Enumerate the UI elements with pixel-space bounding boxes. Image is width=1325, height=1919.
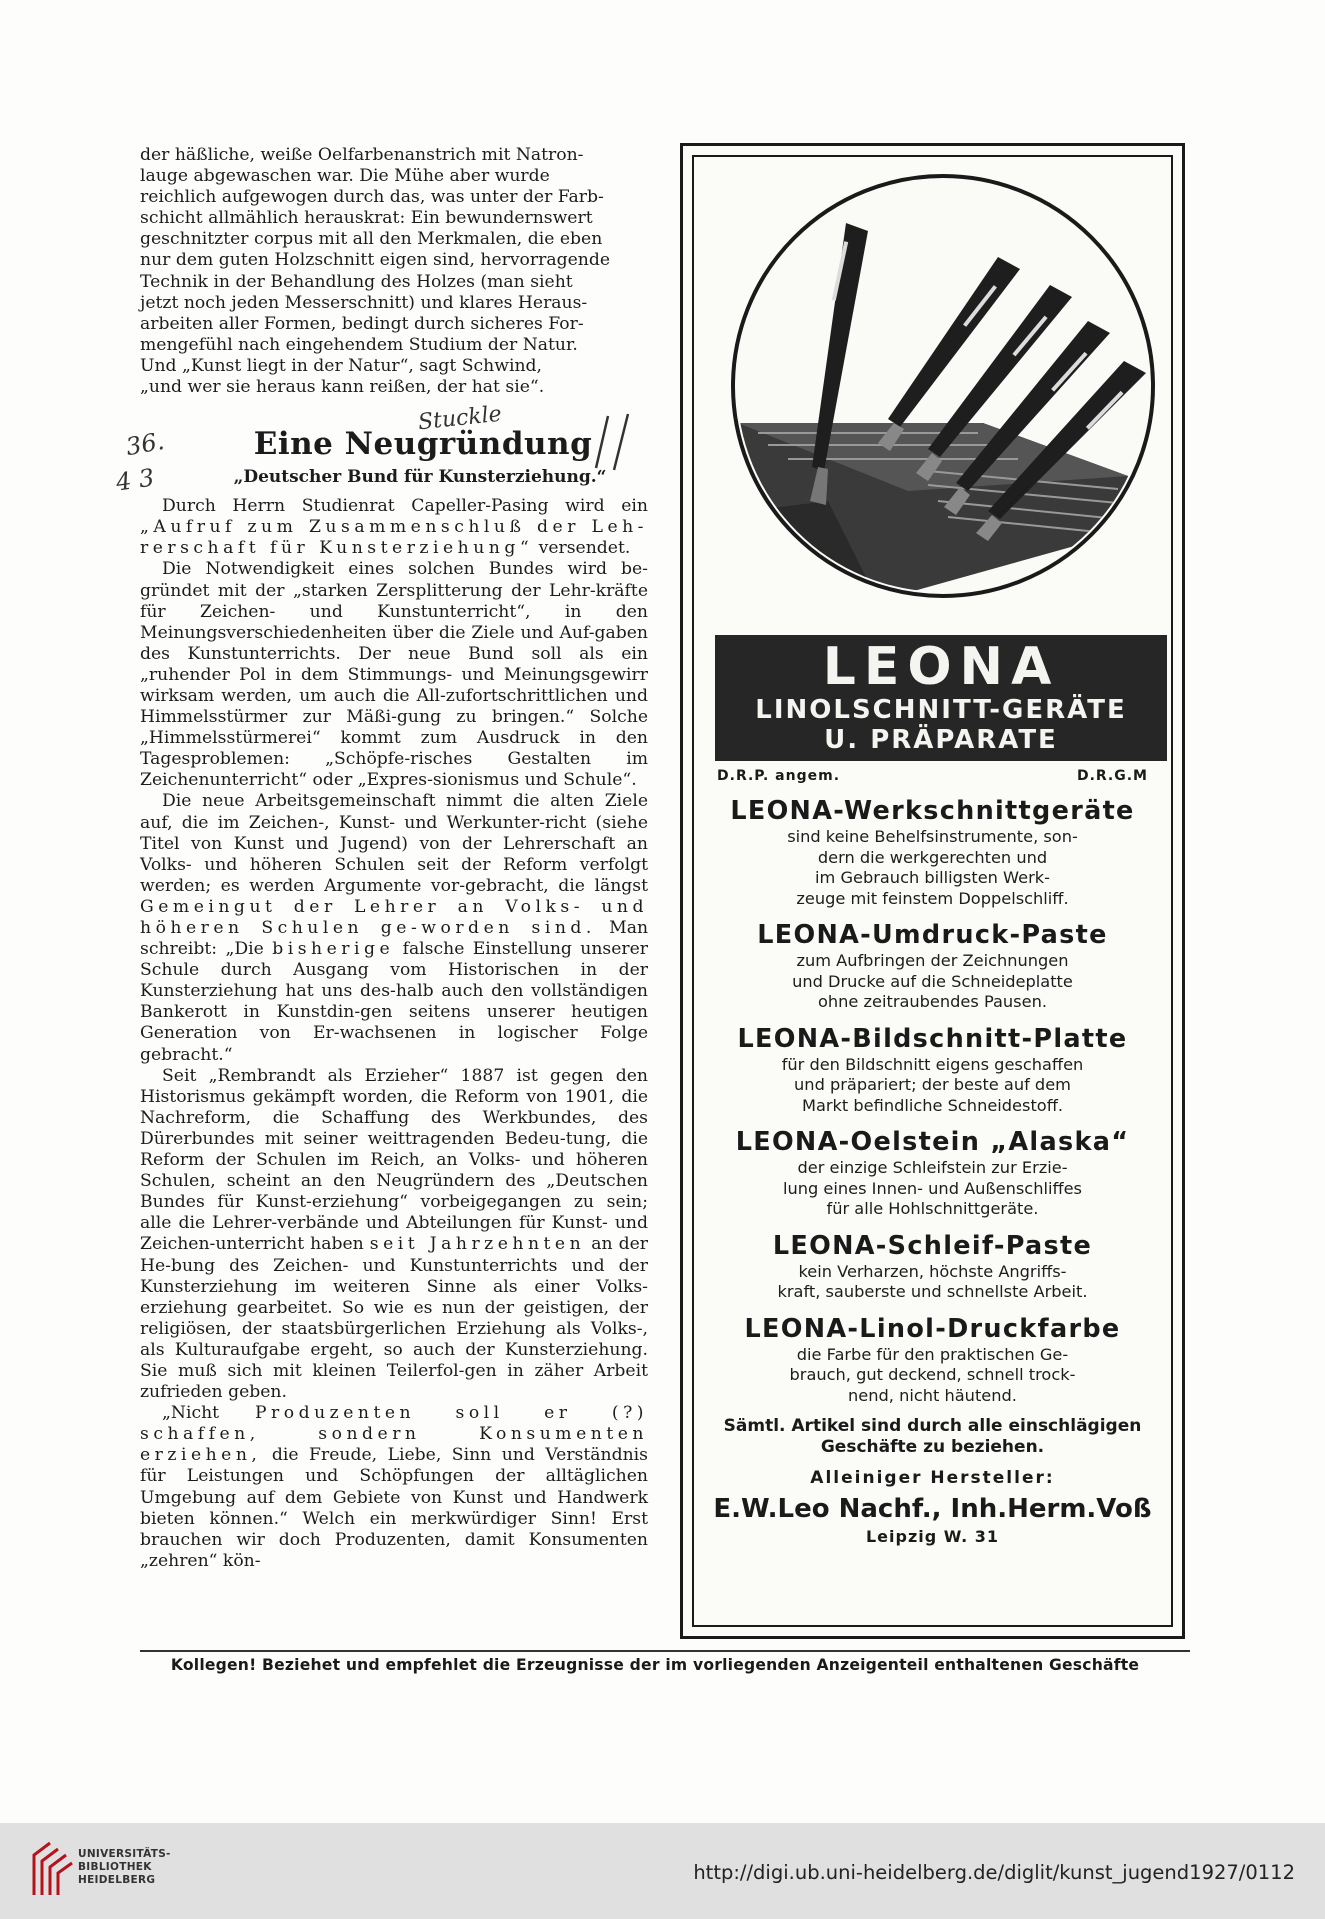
text-line: „und wer sie heraus kann reißen, der hat sie“. — [140, 377, 545, 398]
description-line: ohne zeitraubendes Pausen. — [818, 992, 1047, 1011]
library-bar — [0, 1823, 1325, 1919]
text-line: nur dem guten Holzschnitt eigen sind, hervorragende — [140, 250, 610, 271]
description-line: nend, nicht häutend. — [848, 1385, 1017, 1405]
article-heading: Eine Neugründung — [253, 426, 593, 463]
ad-banner-line: LINOLSCHNITT-GERÄTE — [755, 695, 1127, 725]
ad-inner-frame — [692, 155, 1173, 1627]
availability-line: Geschäfte zu beziehen. — [820, 1437, 1045, 1457]
description-line: kein Verharzen, höchste Angriffs- — [798, 1261, 1067, 1281]
handwritten-note: 4 3 — [114, 463, 156, 497]
text-line: mengefühl nach eingehendem Studium der Natur. — [140, 334, 578, 355]
description-line: für den Bildschnitt eigens geschaffen — [781, 1054, 1084, 1074]
product-item — [704, 1313, 1161, 1407]
paragraph-text: an der He-bung des Zeichen- und Kunstunterrichts und der Kunsterziehung im weiteren Sinne als einer Volks-erziehung gearbeitet. So wie es nun der geistigen, der religiösen, der staatsbürgerlichen Erziehung als Volks-, als Kulturaufgabe ergeht, so auch der Kunsterziehung. Sie muß sich mit kleinen Teilerfol-gen in zäher Arbeit zufrieden geben. — [140, 1234, 648, 1403]
design-mark: D.R.G.M — [1076, 768, 1148, 784]
spaced-emphasis: Produzenten soll er (?) schaffen, sondern Konsumenten erziehen, — [140, 1403, 648, 1466]
description-line: sind keine Behelfsinstrumente, son- — [787, 827, 1078, 846]
text-line: reichlich aufgewogen durch das, was unter der Farb- — [140, 187, 604, 208]
availability-note — [704, 1416, 1161, 1458]
product-item — [704, 1230, 1161, 1303]
description-line: brauch, gut deckend, schnell trock- — [789, 1365, 1076, 1384]
ad-banner-line: U. PRÄPARATE — [824, 725, 1058, 755]
text-line: schicht allmählich herauskrat: Ein bewundernswert — [140, 208, 593, 229]
text-line: lauge abgewaschen war. Die Mühe aber wurde — [140, 166, 550, 187]
article-subheading: „Deutscher Bund für Kunsterziehung.“ — [233, 467, 607, 488]
text-line: Technik in der Behandlung des Holzes (man sieht — [140, 271, 573, 292]
ad-banner — [715, 635, 1167, 761]
permalink-url[interactable]: http://digi.ub.uni-heidelberg.de/diglit/kunst_jugend1927/0112 — [693, 1861, 1295, 1884]
maker-name: E.W.Leo Nachf., Inh.Herm.Voß — [713, 1494, 1152, 1524]
spaced-emphasis: seit Jahrzehnten — [369, 1234, 586, 1255]
description-line: für alle Hohlschnittgeräte. — [826, 1199, 1039, 1218]
library-name-line: BIBLIOTHEK — [78, 1861, 152, 1873]
product-item — [704, 1126, 1161, 1220]
article-paragraph — [140, 1403, 648, 1572]
footer-divider — [140, 1650, 1190, 1652]
product-description — [704, 827, 1161, 909]
paragraph-text: „Nicht — [162, 1403, 220, 1424]
description-line: zeuge mit feinstem Doppelschliff. — [796, 888, 1069, 908]
handwritten-note: Stuckle — [416, 401, 503, 436]
paragraph-text: Seit „Rembrandt als Erzieher“ 1887 ist gegen den Historismus gekämpft worden, die Reform von 1901, die Nachreform, die Schaffung des Werkbundes, des Dürerbundes mit seiner weittragenden Bedeu-tung, die Reform der Schulen im Reich, an Volks- und höheren Schulen, scheint an den Neugründern des „Deutschen Bundes für Kunst-erziehung“ vorbeigegangen zu sein; alle die Lehrer-verbände und Abteilungen für Kunst- und Zeichen-unterricht haben — [140, 1065, 648, 1255]
text-line: geschnitzter corpus mit all den Merkmalen, die eben — [140, 229, 603, 250]
text-line: der häßliche, weiße Oelfarbenanstrich mit Natron- — [140, 145, 584, 165]
paragraph-text: falsche Einstellung unserer Schule durch Ausgang vom Historischen in der Kunsterziehung hat uns des-halb auch den vollständigen Bankerott in Kunstdin-gen seitens unserer heutigen Generation von Er-wachsenen in logischer Folge gebracht.“ — [140, 939, 649, 1065]
article-paragraph — [140, 1066, 648, 1404]
description-line: lung eines Innen- und Außenschliffes — [782, 1178, 1082, 1198]
description-line: kraft, sauberste und schnellste Arbeit. — [777, 1282, 1088, 1301]
library-name-line: HEIDELBERG — [78, 1874, 156, 1886]
product-item — [704, 919, 1161, 1013]
description-line: die Farbe für den praktischen Ge- — [796, 1344, 1069, 1364]
article-paragraph — [140, 496, 648, 559]
library-name-line: UNIVERSITÄTS- — [78, 1848, 171, 1860]
description-line: zum Aufbringen der Zeichnungen — [796, 951, 1069, 970]
description-line: und Drucke auf die Schneideplatte — [792, 971, 1073, 991]
spaced-emphasis: bisherige — [272, 939, 395, 960]
product-name: LEONA-Werkschnittgeräte — [730, 796, 1135, 826]
article-paragraph — [140, 791, 648, 1065]
text-line: jetzt noch jeden Messerschnitt) und klares Heraus- — [140, 292, 588, 313]
product-description — [704, 1345, 1161, 1407]
spaced-emphasis: Gemeingut der Lehrer an Volks- und höheren Schulen ge-worden sind. — [140, 896, 648, 938]
spaced-emphasis: „Aufruf zum Zusammenschluß der Leh-rerschaft für Kunsterziehung“ — [140, 517, 648, 559]
product-name: LEONA-Linol-Druckfarbe — [744, 1313, 1121, 1344]
product-description — [704, 1055, 1161, 1117]
product-description — [704, 1262, 1161, 1303]
description-line: Markt befindliche Schneidestoff. — [802, 1095, 1063, 1115]
product-item — [704, 795, 1161, 909]
patent-mark: D.R.P. angem. — [717, 768, 841, 784]
handwritten-note: 36. — [123, 426, 167, 462]
university-library-logo-icon[interactable] — [30, 1833, 76, 1903]
paragraph-text: Man schreibt: „Die — [140, 918, 649, 960]
availability-line: Sämtl. Artikel sind durch alle einschlägigen — [723, 1416, 1142, 1436]
product-list — [704, 795, 1161, 1548]
paragraph-text: versendet. — [538, 538, 631, 559]
text-line: arbeiten aller Formen, bedingt durch sicheres For- — [140, 313, 584, 334]
product-name: LEONA-Bildschnitt-Platte — [737, 1023, 1128, 1054]
footer-note: Kollegen! Beziehet und empfehlet die Erzeugnisse der im vorliegenden Anzeigenteil enthaltenen Geschäfte — [170, 1656, 1140, 1674]
product-name: LEONA-Umdruck-Paste — [757, 920, 1108, 950]
product-description — [704, 951, 1161, 1013]
maker-city: Leipzig W. 31 — [865, 1527, 1000, 1546]
leona-advertisement — [680, 143, 1185, 1639]
article-paragraph: Die Notwendigkeit eines solchen Bundes wird be-gründet mit der „starken Zersplitterung der Lehr-kräfte für Zeichen- und Kunstunterricht“, in den Meinungsverschiedenheiten über die Ziele und Auf-gaben des Kunstunterrichts. Der neue Bund soll als ein „ruhender Pol in dem Stimmungs- und Meinungsgewirr wirksam werden, um auch die All-zufortschrittlichen und Himmelsstürmer zur Mäßi-gung zu bringen.“ Solche „Himmelsstürmerei“ kommt zum Ausdruck in den Tagesproblemen: „Schöpfe-risches Gestalten im Zeichenunterricht“ oder „Expres-sionismus und Schule“. — [140, 559, 648, 791]
library-name[interactable] — [78, 1848, 171, 1887]
product-name: LEONA-Oelstein „Alaska“ — [735, 1127, 1130, 1157]
product-description — [704, 1158, 1161, 1220]
description-line: der einzige Schleifstein zur Erzie- — [797, 1158, 1068, 1177]
paragraph-text: Durch Herrn Studienrat Capeller-Pasing wird ein — [162, 496, 648, 517]
product-item — [704, 1023, 1161, 1117]
description-line: dern die werkgerechten und — [817, 847, 1048, 867]
maker-label: Alleiniger Hersteller: — [810, 1468, 1055, 1488]
description-line: und präpariert; der beste auf dem — [794, 1075, 1071, 1094]
article-continuation — [140, 145, 648, 398]
product-name: LEONA-Schleif-Paste — [772, 1230, 1093, 1261]
paragraph-text: die Freude, Liebe, Sinn und Verständnis für Leistungen und Schöpfungen der alltäglichen Umgebung auf dem Gebiete von Kunst und Handwerk bieten können.“ Welch ein merkwürdiger Sinn! Erst brauchen wir doch Produzenten, damit Konsumenten „zehren“ kön- — [140, 1445, 648, 1571]
text-line: Und „Kunst liegt in der Natur“, sagt Schwind, — [140, 355, 542, 376]
linocut-tools-illustration — [728, 171, 1158, 601]
article-column — [140, 145, 648, 1572]
ad-brand: LEONA — [822, 637, 1060, 697]
paragraph-text: Die neue Arbeitsgemeinschaft nimmt die alten Ziele auf, die im Zeichen-, Kunst- und Werkunter-richt (siehe Titel von Kunst und Jugend) von der Lehrerschaft an Volks- und höheren Schulen seit der Reform verfolgt werden; es werden Argumente vor-gebracht, die längst — [140, 791, 648, 896]
description-line: im Gebrauch billigsten Werk- — [815, 868, 1050, 887]
handwritten-mark-icon — [590, 412, 640, 472]
